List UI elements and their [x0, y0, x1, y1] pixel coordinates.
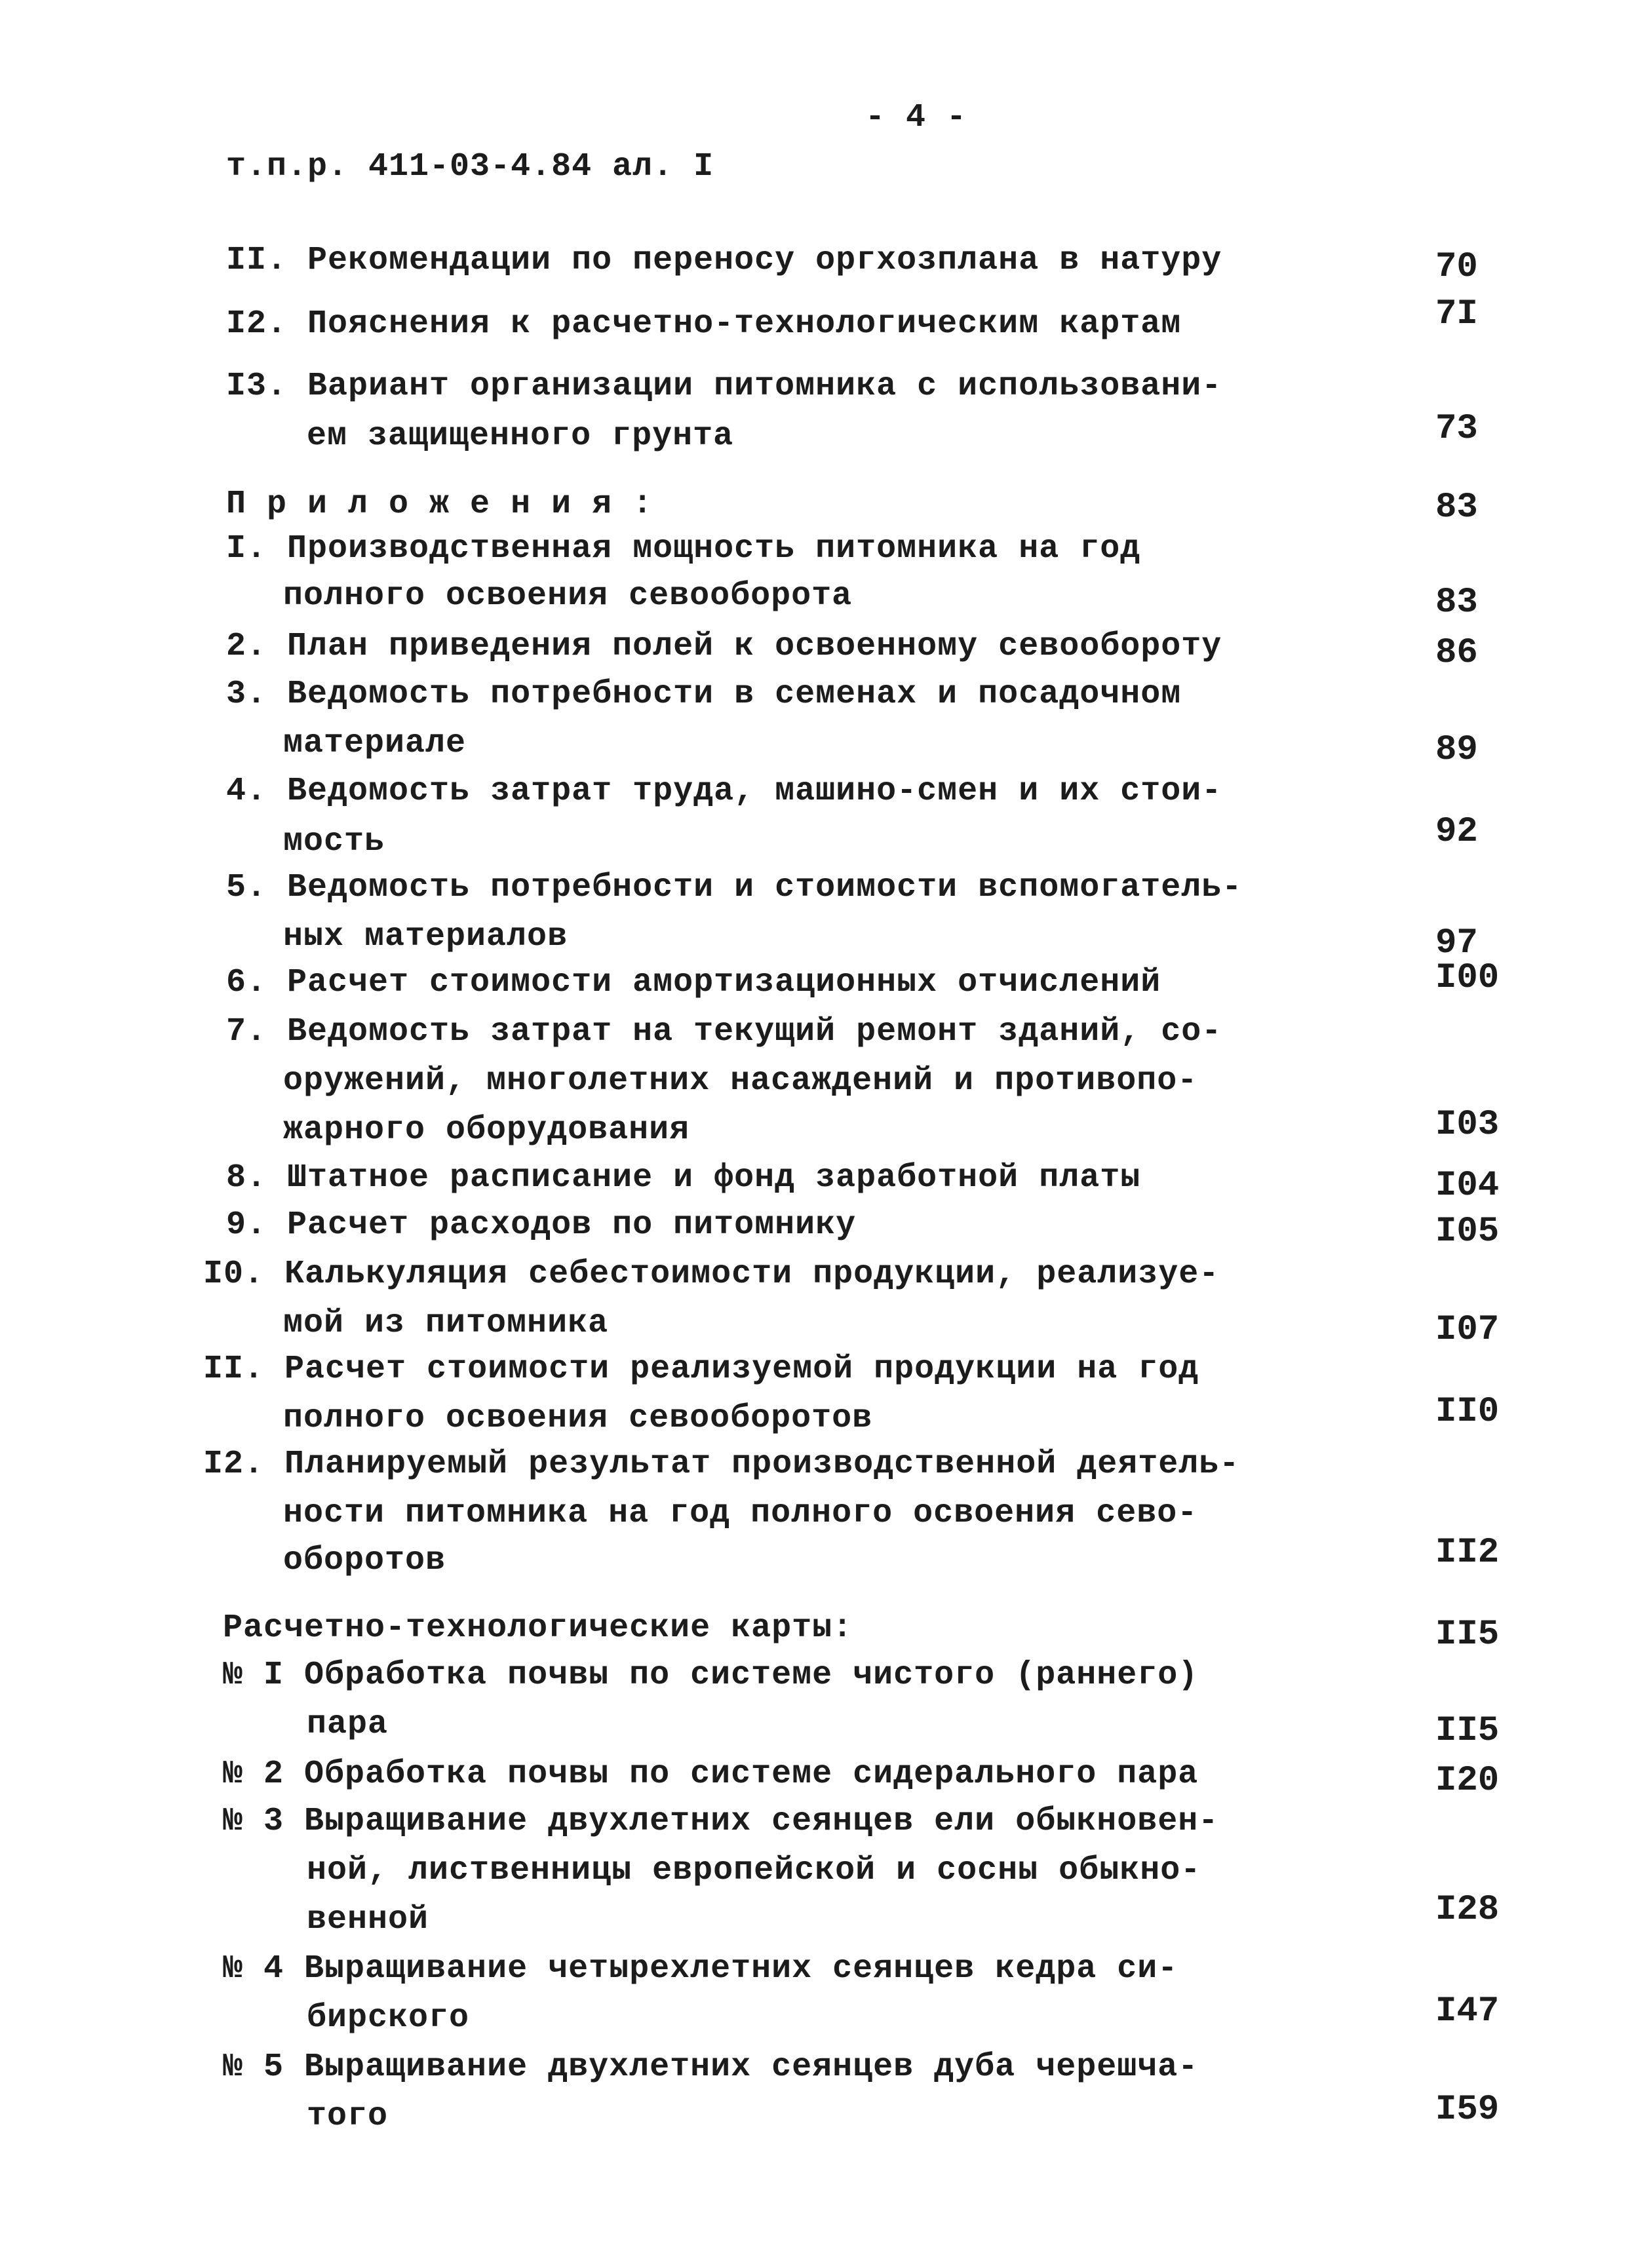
toc-entry-page: II5 [1435, 1615, 1500, 1655]
toc-entry-text: I0. Калькуляция себестоимости продукции, реализуе- [203, 1256, 1220, 1293]
toc-entry-text: мой из питомника [283, 1305, 609, 1342]
toc-entry-text: 9. Расчет расходов по питомнику [226, 1206, 857, 1244]
toc-entry-page: 83 [1435, 583, 1478, 623]
toc-entry-page: I07 [1435, 1310, 1500, 1350]
toc-entry-page: I20 [1435, 1761, 1500, 1801]
toc-entry-text: I3. Вариант организации питомника с использовани- [226, 368, 1222, 405]
toc-entry-text: 7. Ведомость затрат на текущий ремонт зданий, со- [226, 1013, 1222, 1050]
toc-entry-text: венной [307, 1901, 429, 1938]
toc-entry-text: № 5 Выращивание двухлетних сеянцев дуба черешча- [223, 2048, 1199, 2086]
toc-entry-page: 89 [1435, 730, 1478, 770]
toc-entry-page: 73 [1435, 409, 1478, 449]
toc-entry-page: 70 [1435, 247, 1478, 287]
toc-entry-page: 97 [1435, 923, 1478, 963]
toc-entry-text: мость [283, 823, 385, 860]
toc-entry-text: № 3 Выращивание двухлетних сеянцев ели обыкновен- [223, 1803, 1219, 1840]
toc-entry-text: оружений, многолетних насаждений и противопо- [283, 1062, 1198, 1100]
toc-entry-text: ности питомника на год полного освоения сево- [283, 1495, 1198, 1532]
toc-entry-page: I47 [1435, 1991, 1500, 2031]
toc-entry-text: 5. Ведомость потребности и стоимости вспомогатель- [226, 869, 1243, 906]
toc-entry-page: 83 [1435, 488, 1478, 528]
toc-entry-text: 4. Ведомость затрат труда, машино-смен и их стои- [226, 773, 1222, 810]
toc-entry-text: жарного оборудования [283, 1111, 690, 1149]
toc-entry-text: материале [283, 725, 467, 762]
toc-entry-text: бирского [307, 1999, 470, 2037]
toc-entry-page: 7I [1435, 294, 1478, 334]
toc-entry-text: 8. Штатное расписание и фонд заработной платы [226, 1159, 1141, 1197]
toc-entry-text: ной, лиственницы европейской и сосны обыкно- [307, 1852, 1201, 1889]
toc-entry-page: I00 [1435, 958, 1500, 998]
toc-entry-text: пара [307, 1706, 389, 1743]
toc-entry-text: ем защищенного грунта [307, 417, 734, 455]
toc-entry-text: 3. Ведомость потребности в семенах и посадочном [226, 676, 1182, 713]
document-header: т.п.р. 411-03-4.84 ал. I [226, 148, 714, 185]
toc-entry-page: II0 [1435, 1392, 1500, 1432]
toc-entry-page: I05 [1435, 1212, 1500, 1252]
toc-entry-text: оборотов [283, 1542, 446, 1579]
toc-entry-page: 86 [1435, 633, 1478, 673]
page-number: - 4 - [865, 99, 967, 136]
toc-entry-page: I03 [1435, 1105, 1500, 1145]
toc-entry-text: полного освоения севооборота [283, 577, 853, 615]
toc-entry-page: II5 [1435, 1711, 1500, 1751]
toc-entry-text: I2. Пояснения к расчетно-технологическим картам [226, 305, 1182, 343]
toc-entry-page: 92 [1435, 812, 1478, 852]
toc-entry-page: II2 [1435, 1533, 1500, 1573]
toc-entry-text: того [307, 2098, 389, 2135]
toc-entry-page: I28 [1435, 1890, 1500, 1930]
toc-entry-text: I2. Планируемый результат производственной деятель- [203, 1446, 1240, 1483]
toc-entry-page: I04 [1435, 1166, 1500, 1206]
toc-section-heading: Расчетно-технологические карты: [223, 1609, 853, 1647]
toc-entry-page: I59 [1435, 2090, 1500, 2130]
toc-entry-text: № 2 Обработка почвы по системе сидерального пара [223, 1756, 1199, 1793]
toc-entry-text: II. Расчет стоимости реализуемой продукции на год [203, 1351, 1199, 1388]
toc-entry-text: II. Рекомендации по переносу оргхозплана в натуру [226, 242, 1222, 279]
toc-entry-text: № I Обработка почвы по системе чистого (раннего) [223, 1657, 1199, 1694]
toc-entry-text: № 4 Выращивание четырехлетних сеянцев кедра си- [223, 1950, 1178, 1988]
toc-entry-text: ных материалов [283, 918, 568, 955]
toc-entry-text: полного освоения севооборотов [283, 1400, 873, 1437]
toc-entry-text: 2. План приведения полей к освоенному севообороту [226, 628, 1222, 665]
toc-section-heading: П р и л о ж е н и я : [226, 486, 653, 523]
toc-entry-text: I. Производственная мощность питомника на год [226, 530, 1141, 567]
toc-entry-text: 6. Расчет стоимости амортизационных отчислений [226, 964, 1161, 1001]
